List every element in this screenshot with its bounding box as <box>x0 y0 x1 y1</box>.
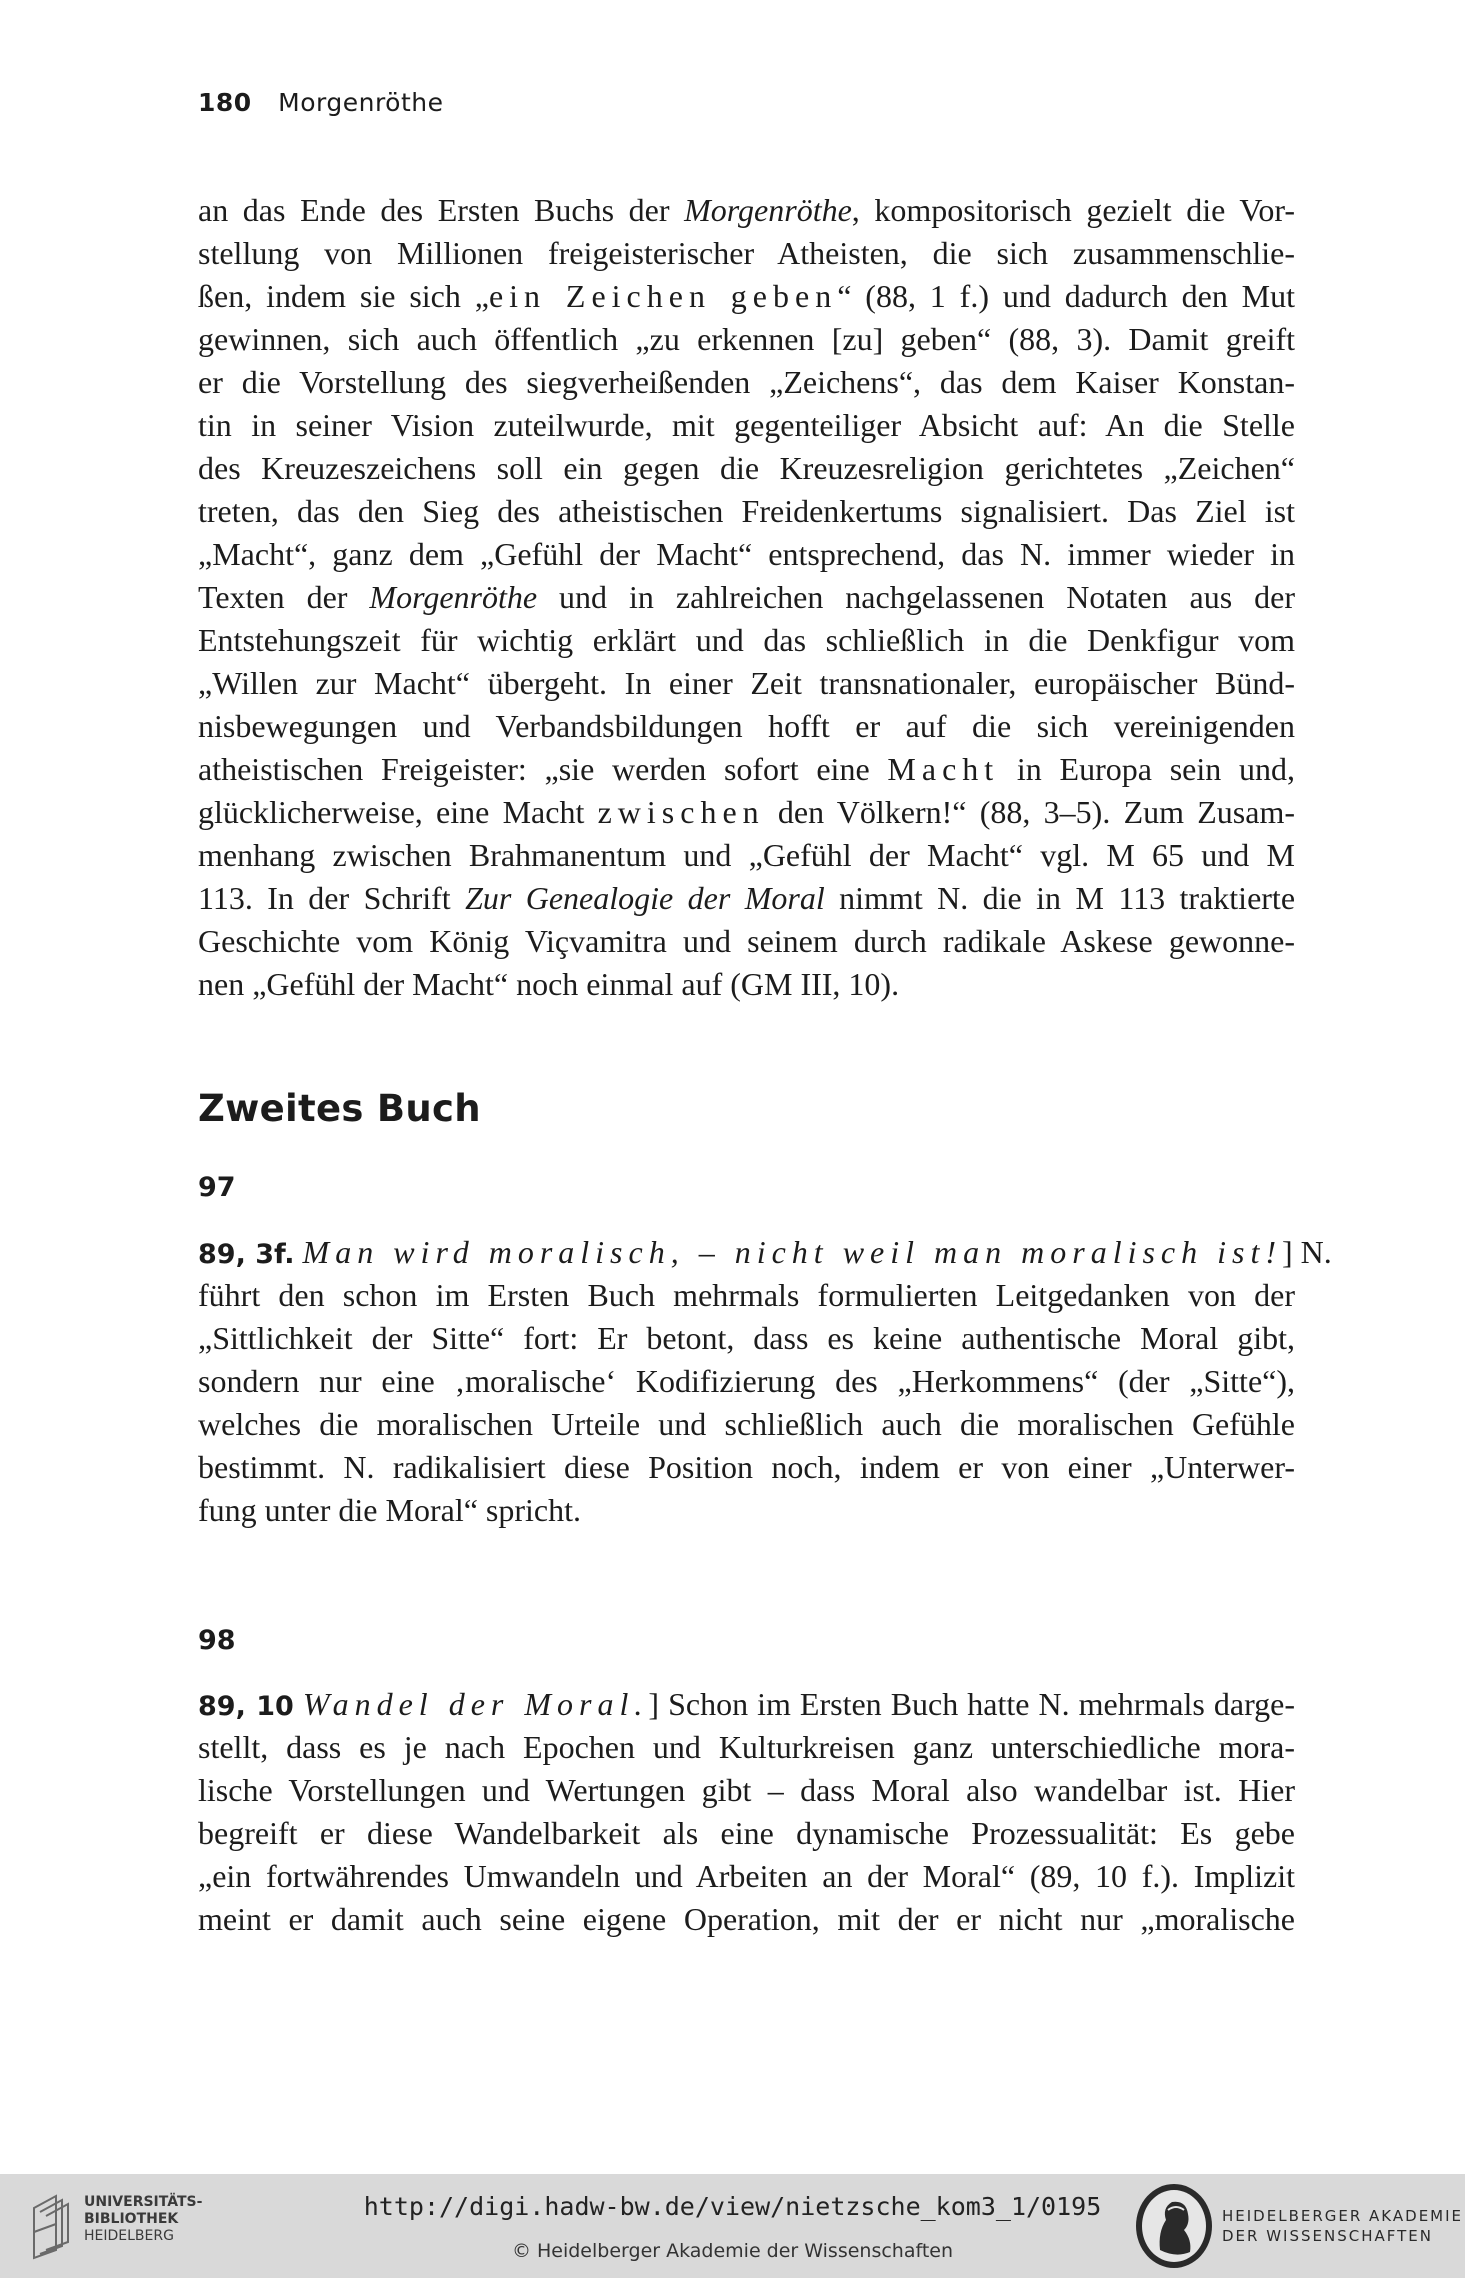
text-line: nen „Gefühl der Macht“ noch einmal auf (GM III, 10). <box>198 966 900 1002</box>
page-number: 180 <box>198 88 252 117</box>
section-heading: Zweites Buch <box>198 1087 481 1130</box>
text-line: sondern nur eine ‚moralische‘ Kodifizierung des „Herkommens“ (der „Sitte“), <box>198 1363 1295 1399</box>
text-line: 89, 3f. Man wird moralisch, – nicht weil man moralisch ist!] N. <box>198 1234 1332 1270</box>
paragraph-97 <box>198 1231 1332 1532</box>
text-line: tin in seiner Vision zuteilwurde, mit gegenteiliger Absicht auf: An die Stelle <box>198 407 1295 443</box>
work-title: Zur Genealogie der Moral <box>465 880 825 916</box>
text-line: „Willen zur Macht“ übergeht. In einer Zeit transnationaler, europäischer Bünd- <box>198 665 1295 701</box>
text-line: glücklicherweise, eine Macht zwischen den Völkern!“ (88, 3–5). Zum Zusam- <box>198 794 1295 830</box>
section-number: 97 <box>198 1172 236 1203</box>
paragraph-98 <box>198 1683 1295 1941</box>
text-line: Geschichte vom König Viçvamitra und seinem durch radikale Askese gewonne- <box>198 923 1295 959</box>
section-number: 98 <box>198 1625 236 1656</box>
text-line: des Kreuzeszeichens soll ein gegen die Kreuzesreligion gerichtetes „Zeichen“ <box>198 450 1295 486</box>
running-head <box>198 88 444 117</box>
text-line: er die Vorstellung des siegverheißenden „Zeichens“, das dem Kaiser Konstan- <box>198 364 1295 400</box>
text-line: 89, 10 Wandel der Moral.] Schon im Ersten Buch hatte N. mehrmals darge- <box>198 1686 1296 1722</box>
text-line: nisbewegungen und Verbandsbildungen hofft er auf die sich vereinigenden <box>198 708 1295 744</box>
text-line: bestimmt. N. radikalisiert diese Position noch, indem er von einer „Unterwer- <box>198 1449 1295 1485</box>
spaced-word: zwischen <box>597 794 765 830</box>
text-line: 113. In der Schrift Zur Genealogie der Moral nimmt N. die in M 113 traktierte <box>198 880 1296 916</box>
footer-bar <box>0 2174 1465 2278</box>
text-line: ßen, indem sie sich „ein Zeichen geben“ (88, 1 f.) und dadurch den Mut <box>198 278 1296 314</box>
text-line: „Sittlichkeit der Sitte“ fort: Er betont, dass es keine authentische Moral gibt, <box>198 1320 1295 1356</box>
paragraph-intro <box>198 189 1295 1006</box>
lemma: Man wird moralisch, – nicht weil man moralisch ist! <box>302 1234 1283 1270</box>
text-line: lische Vorstellungen und Wertungen gibt – dass Moral also wandelbar ist. Hier <box>198 1772 1295 1808</box>
work-title: Morgenröthe <box>369 579 538 615</box>
line-reference: 89, 3f. <box>198 1239 295 1270</box>
text-line: welches die moralischen Urteile und schließlich auch die moralischen Gefühle <box>198 1406 1295 1442</box>
spaced-word: Macht <box>887 751 1000 787</box>
text-line: menhang zwischen Brahmanentum und „Gefühl der Macht“ vgl. M 65 und M <box>198 837 1295 873</box>
source-url-link[interactable]: http://digi.hadw-bw.de/view/nietzsche_kom3_1/0195 <box>363 2192 1102 2221</box>
text-line: stellt, dass es je nach Epochen und Kulturkreisen ganz unterschiedliche mora- <box>198 1729 1295 1765</box>
running-title: Morgenröthe <box>278 88 444 117</box>
text-line: begreift er diese Wandelbarkeit als eine dynamische Prozessualität: Es gebe <box>198 1815 1295 1851</box>
academy-logo-text: HEIDELBERGER AKADEMIE DER WISSENSCHAFTEN <box>1222 2207 1464 2245</box>
text-line: Entstehungszeit für wichtig erklärt und das schließlich in die Denkfigur vom <box>198 622 1295 658</box>
copyright-notice: © Heidelberger Akademie der Wissenschaften <box>511 2240 954 2262</box>
lemma: Wandel der Moral. <box>302 1686 649 1722</box>
work-title: Morgenröthe <box>684 192 852 228</box>
academy-seal-icon <box>1132 2180 1216 2272</box>
text-line: „Macht“, ganz dem „Gefühl der Macht“ entsprechend, das N. immer wieder in <box>198 536 1295 572</box>
text-line: Texten der Morgenröthe und in zahlreichen nachgelassenen Notaten aus der <box>198 579 1296 615</box>
university-library-logo-text: UNIVERSITÄTS- BIBLIOTHEK HEIDELBERG <box>84 2194 203 2244</box>
text-line: fung unter die Moral“ spricht. <box>198 1492 581 1528</box>
text-line: an das Ende des Ersten Buchs der Morgenröthe, kompositorisch gezielt die Vor- <box>198 192 1296 228</box>
text-line: meint er damit auch seine eigene Operation, mit der er nicht nur „moralische <box>198 1901 1295 1937</box>
text-line: treten, das den Sieg des atheistischen Freidenkertums signalisiert. Das Ziel ist <box>198 493 1295 529</box>
text-line: atheistischen Freigeister: „sie werden sofort eine Macht in Europa sein und, <box>198 751 1296 787</box>
text-line: führt den schon im Ersten Buch mehrmals formulierten Leitgedanken von der <box>198 1277 1295 1313</box>
spaced-quote: ein Zeichen geben <box>488 278 838 314</box>
text-line: stellung von Millionen freigeisterischer Atheisten, die sich zusammenschlie- <box>198 235 1295 271</box>
line-reference: 89, 10 <box>198 1691 294 1722</box>
text-line: „ein fortwährendes Umwandeln und Arbeiten an der Moral“ (89, 10 f.). Implizit <box>198 1858 1295 1894</box>
text-line: gewinnen, sich auch öffentlich „zu erkennen [zu] geben“ (88, 3). Damit greift <box>198 321 1295 357</box>
